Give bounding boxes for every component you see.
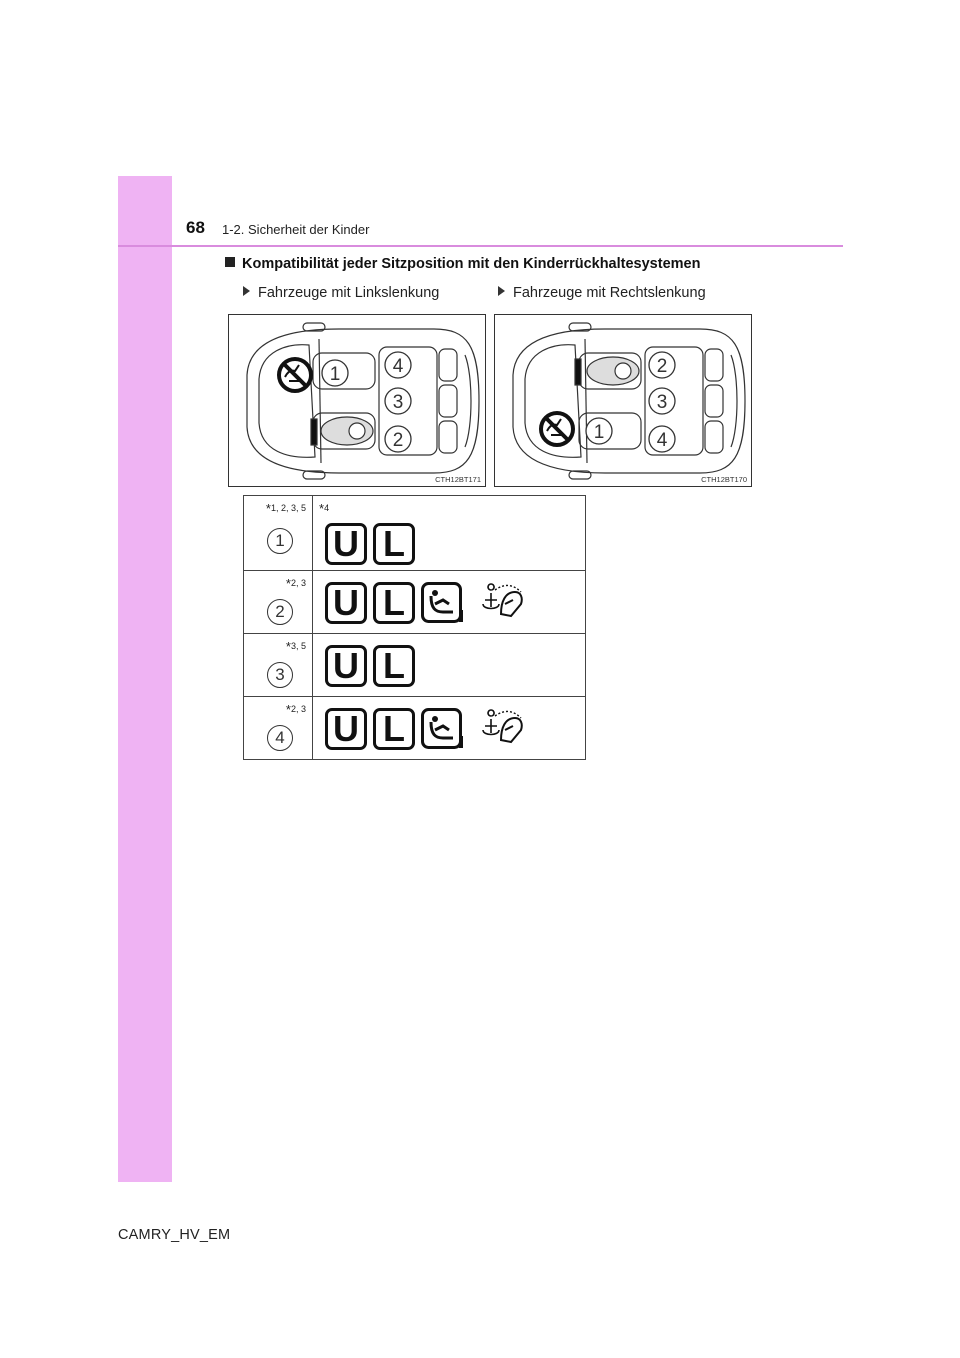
no-child-seat-icon xyxy=(279,359,311,391)
lateral-l-icon: L xyxy=(373,523,415,565)
section-heading-text: Kompatibilität jeder Sitzposition mit den Kinderrückhaltesystemen xyxy=(242,256,701,272)
left-drive-label-text: Fahrzeuge mit Linkslenkung xyxy=(258,285,440,301)
section-heading xyxy=(225,256,700,272)
footnote-ref: *2, 3 xyxy=(285,576,306,591)
sidebar-tab xyxy=(118,176,172,1182)
car-diagram-right xyxy=(494,314,752,487)
seat-number-circle: 2 xyxy=(267,599,293,625)
seat-number-1: 1 xyxy=(329,364,341,385)
seat-cell xyxy=(244,634,313,697)
lateral-l-icon: L xyxy=(373,582,415,624)
compat-cell xyxy=(313,634,586,697)
chapter-title: 1-2. Sicherheit der Kinder xyxy=(222,222,370,237)
page-number: 68 xyxy=(186,218,205,237)
diagram-code: CTH12BT171 xyxy=(435,475,481,484)
table-row xyxy=(244,571,586,634)
seat-number-circle: 3 xyxy=(267,662,293,688)
top-tether-anchor-icon xyxy=(471,582,525,624)
seat-number-4: 4 xyxy=(392,356,404,377)
left-drive-label xyxy=(243,285,439,301)
compat-cell xyxy=(313,496,586,571)
header-rule xyxy=(118,245,843,247)
document-footer: CAMRY_HV_EM xyxy=(118,1227,231,1243)
isofix-child-seat-icon xyxy=(421,708,465,750)
footnote-ref: *3, 5 xyxy=(285,639,306,654)
lateral-l-icon: L xyxy=(373,645,415,687)
square-bullet-icon xyxy=(225,257,235,267)
car-top-view-right xyxy=(495,315,753,488)
car-top-view-left xyxy=(229,315,487,488)
right-drive-label xyxy=(498,285,706,301)
top-tether-anchor-icon xyxy=(471,708,525,750)
seat-cell xyxy=(244,571,313,634)
triangle-bullet-icon xyxy=(498,286,505,296)
seat-number-circle: 4 xyxy=(267,725,293,751)
universal-u-icon: U xyxy=(325,582,367,624)
compatibility-table xyxy=(243,495,586,760)
seat-number-2: 2 xyxy=(392,430,404,451)
seat-cell xyxy=(244,697,313,760)
footnote-ref: *2, 3 xyxy=(285,702,306,717)
seat-number-1: 1 xyxy=(593,422,605,443)
lateral-l-icon: L xyxy=(373,708,415,750)
right-drive-label-text: Fahrzeuge mit Rechtslenkung xyxy=(513,285,706,301)
footnote-ref: *1, 2, 3, 5 xyxy=(265,501,306,516)
triangle-bullet-icon xyxy=(243,286,250,296)
footnote-ref: *4 xyxy=(319,501,330,516)
table-row xyxy=(244,496,586,571)
seat-cell xyxy=(244,496,313,571)
diagram-code: CTH12BT170 xyxy=(701,475,747,484)
seat-number-2: 2 xyxy=(656,356,668,377)
table-row xyxy=(244,634,586,697)
seat-number-circle: 1 xyxy=(267,528,293,554)
compat-cell xyxy=(313,571,586,634)
compat-cell xyxy=(313,697,586,760)
no-child-seat-icon xyxy=(541,413,573,445)
seat-number-4: 4 xyxy=(656,430,668,451)
universal-u-icon: U xyxy=(325,523,367,565)
universal-u-icon: U xyxy=(325,708,367,750)
driver-icon xyxy=(575,357,639,385)
car-diagram-left xyxy=(228,314,486,487)
universal-u-icon: U xyxy=(325,645,367,687)
seat-number-3: 3 xyxy=(392,392,404,413)
table-row xyxy=(244,697,586,760)
isofix-child-seat-icon xyxy=(421,582,465,624)
seat-number-3: 3 xyxy=(656,392,668,413)
